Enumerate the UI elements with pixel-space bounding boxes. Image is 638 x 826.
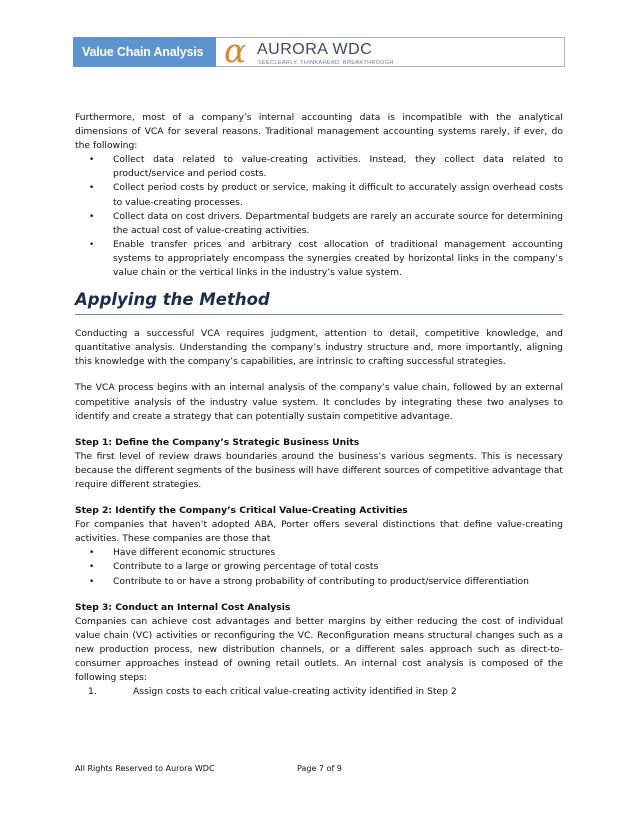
list-item [75,153,563,181]
footer-rights: All Rights Reserved to Aurora WDC [75,764,215,773]
list-item-text: Have different economic structures [113,547,276,559]
step-1-text: The first level of review draws boundaries around the business’s various segments. This is necessary because the different segments of the business will have different sources of competitive advantage that require different strategies. [75,450,563,490]
list-item [75,181,563,209]
list-item [75,560,563,574]
list-item [75,546,563,560]
step-3-numbered-list [75,685,563,699]
bullet-icon: • [89,562,95,573]
bullet-icon: • [89,155,95,166]
list-item-text: Contribute to or have a strong probability of contributing to product/service differentiation [113,575,529,587]
method-paragraph-1: Conducting a successful VCA requires judgment, attention to detail, competitive knowledge, and quantitative analysis. Understanding the company’s industry structure and, more importantly, aligning this knowledge with the company’s capabilities, are intrinsic to crafting successful strategies. [75,328,563,368]
document-body [75,111,563,699]
intro-paragraph: Furthermore, most of a company’s internal accounting data is incompatible with the analytical dimensions of VCA for several reasons. Traditional management accounting systems rarely, if ever, do the following: [75,112,563,152]
footer-page-number: Page 7 of 9 [297,764,342,773]
list-item [75,210,563,238]
bullet-icon: • [89,183,95,194]
logo-alpha-icon: α [224,31,247,70]
step-3-text: Companies can achieve cost advantages and better margins by either reducing the cost of individual value chain (VC) activities or reconfiguring the VC. Reconfiguration means structural changes such as a new production process, new distribution channels, or a different sales approach such as direct-to-consumer approaches instead of owning retail outlets. An internal cost analysis is composed of the following steps: [75,615,563,684]
step-2-heading: Step 2: Identify the Company’s Critical Value-Creating Activities [75,505,408,517]
bullet-icon: • [89,548,95,559]
method-paragraph-2: The VCA process begins with an internal analysis of the company’s value chain, followed by an external competitive analysis of the industry value system. It concludes by integrating these two analyses to identify and create a strategy that can potentially sustain competitive advantage. [75,382,563,422]
list-item [75,575,563,589]
logo-tagline: SEECLEARLY. THINKAHEAD. BREAKTHROUGH [258,60,394,66]
bullet-icon: • [89,211,95,222]
step-2-bullet-list [75,546,563,588]
bullet-icon: • [89,576,95,587]
step-2-text: For companies that haven’t adopted ABA, Porter offers several distinctions that define value-creating activities. These companies are those that [75,519,563,545]
section-heading: Applying the Method [75,289,563,315]
list-item [75,238,563,280]
list-item-text: Enable transfer prices and arbitrary cost allocation of traditional management accounting systems to appropriately encompass the synergies created by horizontal links in the company’s value chain or the vertical links in the industry’s value system. [113,238,563,279]
list-item-text: Contribute to a large or growing percentage of total costs [113,561,379,573]
step-1-heading: Step 1: Define the Company’s Strategic Business Units [75,436,360,448]
list-item [75,685,563,699]
list-item-text: Collect data related to value-creating activities. Instead, they collect data related to product/service and period costs. [113,154,563,180]
logo-name: AURORA WDC [257,41,373,58]
list-item-text: Assign costs to each critical value-creating activity identified in Step 2 [133,686,457,698]
step-3-heading: Step 3: Conduct an Internal Cost Analysis [75,601,291,613]
intro-bullet-list [75,153,563,280]
list-number: 1. [88,686,97,698]
header-title: Value Chain Analysis [73,37,216,67]
list-item-text: Collect data on cost drivers. Departmental budgets are rarely an accurate source for determining the actual cost of value-creating activities. [113,210,563,236]
bullet-icon: • [89,239,95,250]
list-item-text: Collect period costs by product or service, making it difficult to accurately assign overhead costs to value-creating processes. [113,182,563,208]
